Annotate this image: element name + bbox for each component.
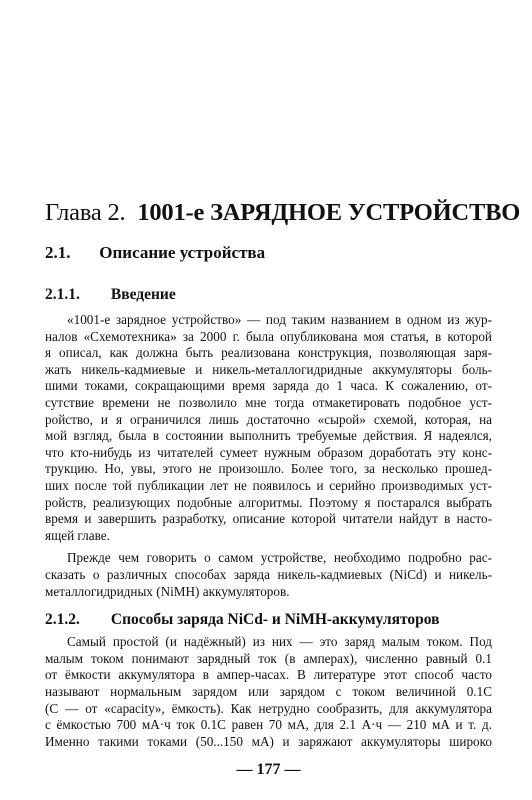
text-line: Именно такими токами (50...150 мА) и заряжают аккумуляторы широко	[45, 733, 492, 749]
paragraph-intro-2	[45, 550, 492, 600]
subsection-heading-intro	[45, 285, 492, 305]
text-line: сказать о различных способах заряда никель-кадмиевых (NiCd) и никель-	[45, 566, 492, 582]
chapter-name: 1001-е ЗАРЯДНОЕ УСТРОЙСТВО	[137, 199, 521, 226]
text-line: я описал, как должна быть реализована конструкция, позволяющая заря-	[45, 345, 492, 361]
text-line: от ёмкости аккумулятора в ампер-часах. В литературе этот способ часто	[45, 667, 492, 683]
text-line: ших после той публикации лет не появилось и серийно производимых уст-	[45, 477, 492, 493]
text-line: (C — от «capacity», ёмкость). Как нетрудно сообразить, для аккумулятора	[45, 700, 492, 716]
subsection-title: Введение	[110, 286, 176, 303]
paragraph-charging-1	[45, 634, 492, 750]
section-title: Описание устройства	[99, 243, 266, 262]
subsection-number: 2.1.1.	[45, 286, 80, 303]
text-line: жать никель-кадмиевые и никель-металлогидридные аккумуляторы боль-	[45, 361, 492, 377]
text-line: трукцию. Но, увы, этого не произошло. Более того, за несколько прошед-	[45, 461, 492, 477]
book-page	[45, 0, 521, 800]
text-line: называют нормальным зарядом или зарядом с током величиной 0.1C	[45, 683, 492, 699]
text-line: время и завершить разработку, описание которой читатели найдут в насто-	[45, 511, 492, 527]
subsection-heading-charging	[45, 610, 492, 630]
text-line: Самый простой (и надёжный) из них — это заряд малым током. Под	[67, 634, 492, 650]
chapter-number: Глава 2.	[45, 199, 126, 226]
text-line: налов «Схемотехника» за 2000 г. была опубликована моя статья, в которой	[45, 328, 492, 344]
subsection-number: 2.1.2.	[45, 611, 80, 629]
chapter-title	[45, 198, 521, 228]
paragraph-intro-1	[45, 312, 492, 544]
text-line: Прежде чем говорить о самом устройстве, необходимо подробно рас-	[67, 550, 492, 566]
text-line: ройств, реализующих подобные алгоритмы. Поэтому я постарался выбрать	[45, 494, 492, 510]
text-line: малым током понимают зарядный ток (в амперах), численно равный 0.1	[45, 650, 492, 666]
text-line: сутствие времени не позволило мне тогда отмакетировать подобное уст-	[45, 394, 492, 410]
text-line: ящей главе.	[45, 527, 110, 543]
subsection-title: Способы заряда NiCd- и NiMH-аккумуляторов	[110, 611, 440, 629]
text-line: что кто-нибудь из читателей сумеет нужным образом доработать эту конс-	[45, 444, 492, 460]
text-line: мой взгляд, была в состоянии выполнить требуемые действия. Я надеялся,	[45, 428, 492, 444]
section-number: 2.1.	[45, 243, 71, 262]
section-heading	[45, 242, 492, 264]
page-number: — 177 —	[236, 761, 301, 779]
text-line: «1001-е зарядное устройство» — под таким названием в одном из жур-	[67, 312, 492, 327]
text-line: металлогидридных (NiMH) аккумуляторов.	[45, 583, 290, 599]
text-line: ройство, и я ограничился лишь достаточно «сырой» схемой, которая, на	[45, 411, 492, 427]
text-line: с ёмкостью 700 мА·ч ток 0.1C равен 70 мА, для 2.1 А·ч — 210 мА и т. д.	[45, 717, 492, 733]
text-line: шими токами, сокращающими время заряда до 1 часа. К сожалению, от-	[45, 378, 492, 394]
